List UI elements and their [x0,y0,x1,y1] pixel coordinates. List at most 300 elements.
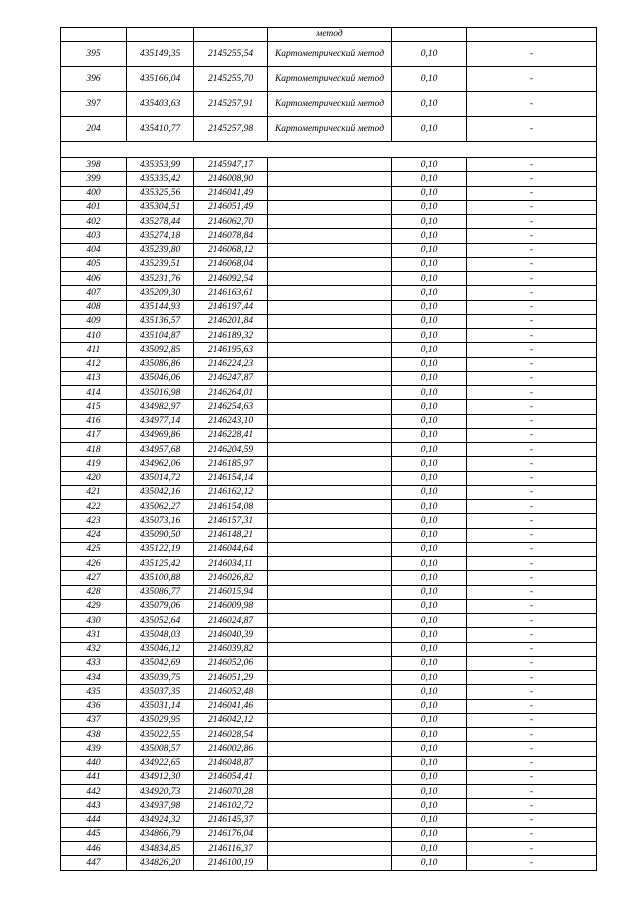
cell-x: 435037,35 [127,685,194,699]
cell-x: 435125,42 [127,557,194,571]
cell-note: - [467,286,597,300]
cell-y: 2146163,61 [194,286,268,300]
cell-note: - [467,542,597,556]
cell-accuracy: 0,10 [392,329,467,343]
table-row [61,571,597,585]
cell-accuracy: 0,10 [392,158,467,172]
table-row [61,371,597,385]
table-row [61,158,597,172]
coordinates-table [60,27,597,871]
cell-method [268,770,392,784]
cell-method [268,386,392,400]
cell-method [268,856,392,870]
cell-x: 435104,87 [127,329,194,343]
cell-y: 2146051,29 [194,671,268,685]
cell-x: 435022,55 [127,728,194,742]
cell-point-number: 432 [61,642,127,656]
cell-point-number: 443 [61,799,127,813]
cell-point-number: 398 [61,158,127,172]
cell-method [268,571,392,585]
cell-note: - [467,243,597,257]
table-row [61,200,597,214]
table-row [61,585,597,599]
cell-method [268,799,392,813]
table-row [61,770,597,784]
cell-note: - [467,571,597,585]
cell-method: Картометрический метод [268,117,392,142]
cell-note [467,28,597,42]
cell-point-number: 445 [61,827,127,841]
cell-point-number: 399 [61,172,127,186]
cell-y: 2146034,11 [194,557,268,571]
table-row [61,400,597,414]
cell-method [268,500,392,514]
table-row [61,414,597,428]
cell-point-number: 204 [61,117,127,142]
cell-method [268,699,392,713]
cell-y: 2146008,90 [194,172,268,186]
cell-method [268,528,392,542]
cell-note: - [467,528,597,542]
cell-method [268,557,392,571]
cell-x: 435136,57 [127,314,194,328]
cell-accuracy: 0,10 [392,117,467,142]
table-row [61,300,597,314]
cell-y: 2146201,84 [194,314,268,328]
cell-x: 435325,56 [127,186,194,200]
table-row [61,742,597,756]
table-row [61,92,597,117]
cell-x: 435042,69 [127,656,194,670]
cell-accuracy: 0,10 [392,42,467,67]
cell-x: 435100,88 [127,571,194,585]
cell-y: 2146148,21 [194,528,268,542]
cell-method: Картометрический метод [268,67,392,92]
table-row [61,229,597,243]
cell-x: 435149,35 [127,42,194,67]
cell-accuracy: 0,10 [392,614,467,628]
cell-accuracy: 0,10 [392,585,467,599]
table-row [61,799,597,813]
cell-y: 2146162,12 [194,485,268,499]
cell-x: 435031,14 [127,699,194,713]
cell-y [194,28,268,42]
cell-y: 2146243,10 [194,414,268,428]
cell-accuracy: 0,10 [392,557,467,571]
cell-point-number: 415 [61,400,127,414]
cell-note: - [467,92,597,117]
cell-method [268,628,392,642]
cell-y: 2146145,37 [194,813,268,827]
cell-point-number: 435 [61,685,127,699]
coordinates-table-body [61,28,597,871]
cell-accuracy: 0,10 [392,542,467,556]
table-row [61,642,597,656]
cell-x: 434866,79 [127,827,194,841]
cell-y: 2146041,46 [194,699,268,713]
cell-accuracy: 0,10 [392,799,467,813]
cell-point-number: 416 [61,414,127,428]
cell-note: - [467,770,597,784]
cell-method [268,542,392,556]
cell-method [268,728,392,742]
cell-x: 435090,50 [127,528,194,542]
cell-x: 435239,80 [127,243,194,257]
cell-y: 2146068,12 [194,243,268,257]
cell-y: 2146042,12 [194,713,268,727]
cell-point-number: 407 [61,286,127,300]
cell-x: 435046,12 [127,642,194,656]
cell-x: 434969,86 [127,428,194,442]
table-row [61,314,597,328]
cell-method [268,200,392,214]
cell-note: - [467,443,597,457]
cell-accuracy: 0,10 [392,514,467,528]
cell-note: - [467,215,597,229]
cell-accuracy: 0,10 [392,642,467,656]
cell-note: - [467,257,597,271]
cell-point-number: 421 [61,485,127,499]
cell-note: - [467,514,597,528]
cell-method [268,428,392,442]
cell-x: 435008,57 [127,742,194,756]
cell-note: - [467,229,597,243]
cell-x: 434922,65 [127,756,194,770]
cell-note: - [467,314,597,328]
cell-y: 2146092,54 [194,272,268,286]
cell-accuracy: 0,10 [392,685,467,699]
cell-accuracy: 0,10 [392,813,467,827]
table-row [61,28,597,42]
cell-method: метод [268,28,392,42]
cell-method: Картометрический метод [268,92,392,117]
table-row [61,443,597,457]
table-row [61,514,597,528]
table-row [61,343,597,357]
cell-accuracy: 0,10 [392,756,467,770]
cell-accuracy: 0,10 [392,400,467,414]
cell-x: 435029,95 [127,713,194,727]
table-row [61,856,597,870]
cell-note: - [467,457,597,471]
cell-method [268,671,392,685]
cell-point-number: 406 [61,272,127,286]
cell-note: - [467,842,597,856]
cell-x: 435016,98 [127,386,194,400]
cell-accuracy: 0,10 [392,67,467,92]
cell-method: Картометрический метод [268,42,392,67]
cell-point-number: 418 [61,443,127,457]
cell-point-number [61,28,127,42]
cell-note: - [467,414,597,428]
table-row [61,67,597,92]
cell-y: 2145257,91 [194,92,268,117]
table-row [61,485,597,499]
cell-point-number: 441 [61,770,127,784]
cell-note: - [467,756,597,770]
table-row [61,186,597,200]
cell-note: - [467,713,597,727]
cell-point-number: 400 [61,186,127,200]
cell-x: 435209,30 [127,286,194,300]
cell-point-number: 437 [61,713,127,727]
cell-accuracy: 0,10 [392,314,467,328]
cell-point-number: 405 [61,257,127,271]
cell-x: 435086,86 [127,357,194,371]
cell-accuracy: 0,10 [392,699,467,713]
table-row [61,215,597,229]
cell-x: 435239,51 [127,257,194,271]
cell-method [268,300,392,314]
table-row [61,457,597,471]
cell-y: 2146051,49 [194,200,268,214]
table-row [61,842,597,856]
cell-y: 2146116,37 [194,842,268,856]
cell-point-number: 433 [61,656,127,670]
cell-accuracy: 0,10 [392,257,467,271]
cell-accuracy: 0,10 [392,229,467,243]
table-row [61,542,597,556]
cell-y: 2146002,86 [194,742,268,756]
cell-accuracy: 0,10 [392,628,467,642]
cell-x: 435014,72 [127,471,194,485]
cell-accuracy: 0,10 [392,92,467,117]
cell-accuracy: 0,10 [392,414,467,428]
cell-y: 2146052,06 [194,656,268,670]
cell-accuracy: 0,10 [392,243,467,257]
cell-x: 435353,99 [127,158,194,172]
cell-y: 2146100,19 [194,856,268,870]
cell-point-number: 419 [61,457,127,471]
cell-method [268,642,392,656]
cell-y: 2146039,82 [194,642,268,656]
cell-y: 2146048,87 [194,756,268,770]
cell-point-number: 417 [61,428,127,442]
cell-x: 435403,63 [127,92,194,117]
cell-accuracy: 0,10 [392,286,467,300]
cell-point-number: 422 [61,500,127,514]
cell-method [268,514,392,528]
cell-note: - [467,628,597,642]
cell-x: 435304,51 [127,200,194,214]
table-row [61,471,597,485]
cell-x [127,28,194,42]
table-row [61,500,597,514]
cell-point-number: 414 [61,386,127,400]
cell-method [268,357,392,371]
cell-note: - [467,671,597,685]
cell-note: - [467,343,597,357]
cell-method [268,457,392,471]
cell-method [268,756,392,770]
cell-accuracy: 0,10 [392,571,467,585]
cell-x: 434920,73 [127,785,194,799]
cell-note: - [467,329,597,343]
cell-y: 2146009,98 [194,599,268,613]
cell-accuracy: 0,10 [392,186,467,200]
cell-x: 434937,98 [127,799,194,813]
table-row [61,272,597,286]
cell-y: 2146070,28 [194,785,268,799]
cell-method [268,656,392,670]
cell-x: 435335,42 [127,172,194,186]
cell-y: 2146062,70 [194,215,268,229]
cell-note: - [467,428,597,442]
cell-method [268,272,392,286]
cell-y: 2146176,04 [194,827,268,841]
table-row [61,671,597,685]
cell-accuracy: 0,10 [392,728,467,742]
cell-y: 2146044,64 [194,542,268,556]
table-row [61,656,597,670]
cell-point-number: 447 [61,856,127,870]
cell-x: 435039,75 [127,671,194,685]
cell-x: 435073,16 [127,514,194,528]
cell-x: 435231,76 [127,272,194,286]
cell-x: 434977,14 [127,414,194,428]
cell-y: 2145255,54 [194,42,268,67]
cell-accuracy: 0,10 [392,656,467,670]
cell-note: - [467,272,597,286]
cell-method [268,343,392,357]
cell-note: - [467,117,597,142]
cell-note: - [467,186,597,200]
cell-note: - [467,300,597,314]
cell-accuracy: 0,10 [392,343,467,357]
cell-method [268,685,392,699]
cell-accuracy [392,28,467,42]
cell-note: - [467,371,597,385]
cell-point-number: 411 [61,343,127,357]
cell-method [268,485,392,499]
cell-point-number: 423 [61,514,127,528]
table-row [61,257,597,271]
cell-x: 435122,19 [127,542,194,556]
separator-cell [61,142,597,158]
cell-method [268,172,392,186]
cell-point-number: 396 [61,67,127,92]
cell-method [268,243,392,257]
table-row [61,557,597,571]
cell-x: 434957,68 [127,443,194,457]
cell-point-number: 426 [61,557,127,571]
cell-accuracy: 0,10 [392,856,467,870]
cell-y: 2146228,41 [194,428,268,442]
cell-method [268,371,392,385]
cell-y: 2146040,39 [194,628,268,642]
table-row [61,628,597,642]
cell-y: 2146254,63 [194,400,268,414]
cell-method [268,414,392,428]
cell-note: - [467,827,597,841]
cell-accuracy: 0,10 [392,671,467,685]
cell-x: 435062,27 [127,500,194,514]
cell-y: 2146224,23 [194,357,268,371]
cell-point-number: 428 [61,585,127,599]
cell-point-number: 436 [61,699,127,713]
cell-accuracy: 0,10 [392,386,467,400]
cell-method [268,286,392,300]
section-separator-row [61,142,597,158]
cell-method [268,329,392,343]
table-row [61,357,597,371]
cell-accuracy: 0,10 [392,842,467,856]
table-row [61,785,597,799]
cell-note: - [467,728,597,742]
cell-point-number: 401 [61,200,127,214]
cell-x: 434826,20 [127,856,194,870]
cell-point-number: 412 [61,357,127,371]
cell-accuracy: 0,10 [392,500,467,514]
table-row [61,599,597,613]
cell-note: - [467,785,597,799]
cell-y: 2146264,01 [194,386,268,400]
table-row [61,827,597,841]
cell-x: 435052,64 [127,614,194,628]
cell-x: 435086,77 [127,585,194,599]
cell-note: - [467,614,597,628]
cell-point-number: 424 [61,528,127,542]
cell-x: 435092,85 [127,343,194,357]
cell-x: 434924,32 [127,813,194,827]
cell-y: 2145947,17 [194,158,268,172]
cell-note: - [467,386,597,400]
cell-accuracy: 0,10 [392,742,467,756]
cell-note: - [467,67,597,92]
table-row [61,42,597,67]
cell-method [268,215,392,229]
table-row [61,172,597,186]
cell-point-number: 410 [61,329,127,343]
cell-accuracy: 0,10 [392,443,467,457]
cell-note: - [467,158,597,172]
cell-note: - [467,642,597,656]
cell-y: 2146054,41 [194,770,268,784]
cell-note: - [467,742,597,756]
cell-method [268,400,392,414]
cell-x: 434982,97 [127,400,194,414]
cell-x: 434834,85 [127,842,194,856]
cell-x: 435046,06 [127,371,194,385]
cell-note: - [467,485,597,499]
cell-y: 2146154,14 [194,471,268,485]
cell-method [268,813,392,827]
table-row [61,243,597,257]
cell-y: 2146041,49 [194,186,268,200]
cell-note: - [467,585,597,599]
cell-y: 2146195,63 [194,343,268,357]
cell-method [268,713,392,727]
table-row [61,813,597,827]
cell-point-number: 430 [61,614,127,628]
cell-method [268,229,392,243]
table-row [61,728,597,742]
cell-point-number: 403 [61,229,127,243]
cell-accuracy: 0,10 [392,457,467,471]
cell-accuracy: 0,10 [392,357,467,371]
cell-point-number: 444 [61,813,127,827]
cell-y: 2145257,98 [194,117,268,142]
cell-note: - [467,557,597,571]
cell-point-number: 395 [61,42,127,67]
cell-x: 435042,16 [127,485,194,499]
cell-accuracy: 0,10 [392,827,467,841]
cell-method [268,827,392,841]
table-row [61,386,597,400]
cell-note: - [467,471,597,485]
cell-accuracy: 0,10 [392,770,467,784]
cell-point-number: 442 [61,785,127,799]
